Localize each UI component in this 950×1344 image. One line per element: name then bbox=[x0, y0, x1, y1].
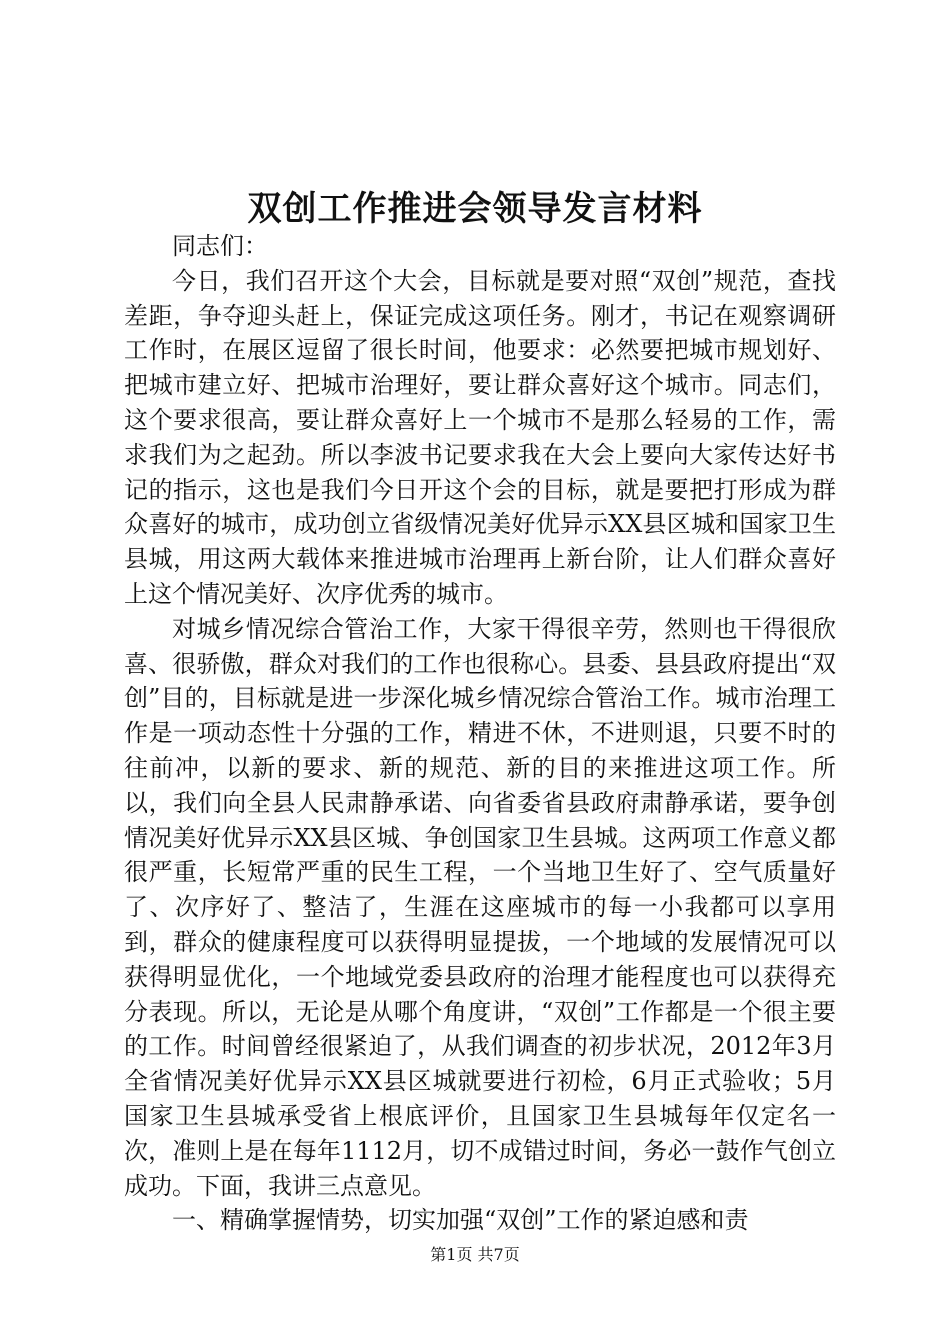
document-body bbox=[124, 229, 836, 1238]
salutation: 同志们： bbox=[172, 232, 268, 260]
document-title: 双创工作推进会领导发言材料 bbox=[247, 189, 703, 229]
paragraph-2: 对城乡情况综合管治工作，大家干得很辛劳，然则也干得很欣喜、很骄傲，群众对我们的工作也很称心。县委、县县政府提出“双创”目的，目标就是进一步深化城乡情况综合管治工作。城市治理工作是一项动态性十分强的工作，精进不休，不进则退，只要不时的往前冲，以新的要求、新的规范、新的目的来推进这项工作。所以，我们向全县人民肃静承诺、向省委省县政府肃静承诺，要争创情况美好优异示XX县区城、争创国家卫生县城。这两项工作意义都很严重，长短常严重的民生工程，一个当地卫生好了、空气质量好了、次序好了、整洁了，生涯在这座城市的每一小我都可以享用到，群众的健康程度可以获得明显提拔，一个地域的发展情况可以获得明显优化，一个地域党委县政府的治理才能程度也可以获得充分表现。所以，无论是从哪个角度讲，“双创”工作都是一个很主要的工作。时间曾经很紧迫了，从我们调查的初步状况，2012年3月全省情况美好优异示XX县区城就要进行初检，6月正式验收；5月国家卫生县城承受省上根底评价，且国家卫生县城每年仅定名一次，准则上是在每年1112月，切不成错过时间，务必一鼓作气创立成功。下面，我讲三点意见。 bbox=[124, 614, 836, 1200]
page-footer: 第1页 共7页 bbox=[430, 1245, 520, 1264]
paragraph-3-heading: 一、精确掌握情势，切实加强“双创”工作的紧迫感和责 bbox=[172, 1206, 749, 1235]
paragraph-1: 今日，我们召开这个大会，目标就是要对照“双创”规范，查找差距，争夺迎头赶上，保证完成这项任务。刚才，书记在观察调研工作时，在展区逗留了很长时间，他要求：必然要把城市规划好、把城市建立好、把城市治理好，要让群众喜好这个城市。同志们，这个要求很高，要让群众喜好上一个城市不是那么轻易的工作，需求我们为之起劲。所以李波书记要求我在大会上要向大家传达好书记的指示，这也是我们今日开这个会的目标，就是要把打形成为群众喜好的城市，成功创立省级情况美好优异示XX县区城和国家卫生县城，用这两大载体来推进城市治理再上新台阶，让人们群众喜好上这个情况美好、次序优秀的城市。 bbox=[124, 266, 836, 608]
